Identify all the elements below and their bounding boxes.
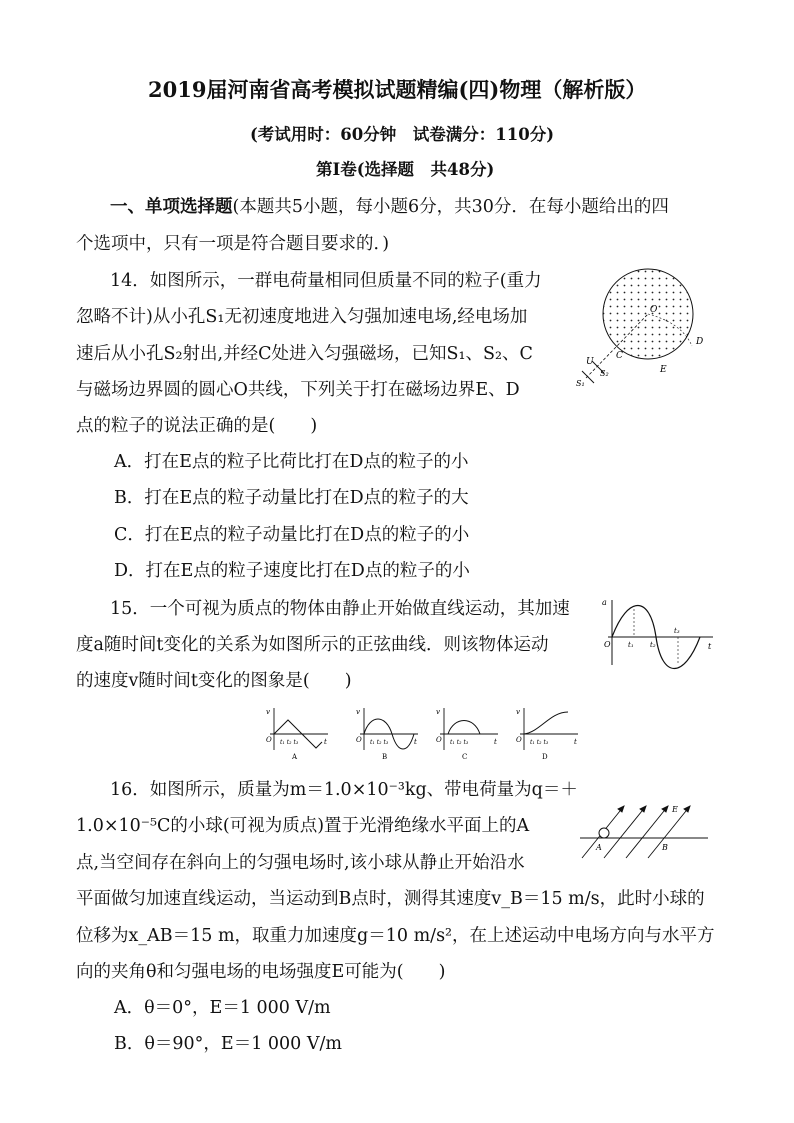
svg-text:v: v xyxy=(436,708,440,716)
svg-text:t: t xyxy=(324,738,327,746)
label-t: t xyxy=(708,642,712,651)
choice-graph-c xyxy=(432,704,502,762)
section-desc-1: (本题共5小题，每小题6分，共30分．在每小题给出的四 xyxy=(232,197,669,217)
q16-line: 16．如图所示，质量为m＝1.0×10⁻³kg、带电荷量为q＝＋ xyxy=(110,780,578,800)
svg-text:O: O xyxy=(356,736,362,744)
label-e: E xyxy=(660,365,667,375)
part-heading: 第Ⅰ卷(选择题 共48分) xyxy=(316,160,495,179)
ball xyxy=(599,828,609,838)
label-s1: S₁ xyxy=(576,379,585,388)
q16-electric-field-figure xyxy=(580,800,710,860)
q16-line: 点,当空间存在斜向上的匀强电场时,该小球从静止开始沿水 xyxy=(76,853,525,873)
svg-text:O: O xyxy=(516,736,522,744)
exam-info: (考试用时：60分钟 试卷满分：110分) xyxy=(250,125,555,144)
svg-text:t₁ t₂ t₃: t₁ t₂ t₃ xyxy=(530,739,549,746)
section-heading: 一、单项选择题 xyxy=(110,197,233,217)
section-desc-2: 个选项中，只有一项是符合题目要求的．) xyxy=(76,234,390,254)
label-t3: t₃ xyxy=(674,627,680,635)
svg-text:t₁ t₂ t₃: t₁ t₂ t₃ xyxy=(280,739,299,746)
svg-text:t: t xyxy=(494,738,497,746)
choice-graph-d xyxy=(512,704,582,762)
q14-line: 14．如图所示，一群电荷量相同但质量不同的粒子(重力 xyxy=(110,271,542,291)
choice-label-b: B xyxy=(382,753,388,761)
q14-magnetic-field-figure xyxy=(572,268,712,388)
svg-text:v: v xyxy=(516,708,520,716)
label-b: B xyxy=(662,843,668,852)
label-d: D xyxy=(696,337,704,347)
q14-line: 与磁场边界圆的圆心O共线，下列关于打在磁场边界E、D xyxy=(76,380,520,400)
svg-text:O: O xyxy=(436,736,442,744)
label-t2: t₂ xyxy=(650,641,656,649)
q15-line: 15．一个可视为质点的物体由静止开始做直线运动，其加速 xyxy=(110,599,570,619)
q14-line: 忽略不计)从小孔S₁无初速度地进入匀强加速电场,经电场加 xyxy=(76,307,528,327)
label-c: C xyxy=(616,351,623,361)
q16-line: 平面做匀加速直线运动，当运动到B点时，测得其速度v_B＝15 m/s，此时小球的 xyxy=(76,889,705,909)
choice-graph-b xyxy=(352,704,422,762)
label-u: U xyxy=(586,357,594,367)
q16-option-a: A．θ＝0°，E＝1 000 V/m xyxy=(114,998,331,1018)
svg-text:v: v xyxy=(266,708,270,716)
label-origin: O xyxy=(604,640,611,649)
q14-option-b: B．打在E点的粒子动量比打在D点的粒子的大 xyxy=(114,488,469,508)
label-o: O xyxy=(650,305,658,315)
svg-text:t: t xyxy=(414,738,417,746)
svg-text:O: O xyxy=(266,736,272,744)
q15-acceleration-graph xyxy=(598,595,718,670)
q15-line: 的速度v随时间t变化的图象是( ) xyxy=(76,671,352,691)
q14-option-c: C．打在E点的粒子动量比打在D点的粒子的小 xyxy=(114,525,470,545)
label-e: E xyxy=(672,805,678,814)
choice-graph-a xyxy=(262,704,332,762)
svg-text:t₁ t₂ t₃: t₁ t₂ t₃ xyxy=(450,739,469,746)
q15-choice-graphs xyxy=(262,704,582,764)
q14-line: 点的粒子的说法正确的是( ) xyxy=(76,416,318,436)
choice-label-c: C xyxy=(462,753,468,761)
svg-text:t₁ t₂ t₃: t₁ t₂ t₃ xyxy=(370,739,389,746)
q16-line: 向的夹角θ和匀强电场的电场强度E可能为( ) xyxy=(76,962,446,982)
q16-option-b: B．θ＝90°，E＝1 000 V/m xyxy=(114,1034,342,1054)
q14-option-a: A．打在E点的粒子比荷比打在D点的粒子的小 xyxy=(114,452,469,472)
q16-line: 位移为x_AB＝15 m，取重力加速度g＝10 m/s²，在上述运动中电场方向与水平方 xyxy=(76,926,715,946)
q16-line: 1.0×10⁻⁵C的小球(可视为质点)置于光滑绝缘水平面上的A xyxy=(76,816,530,836)
label-a: A xyxy=(596,843,602,852)
choice-label-d: D xyxy=(542,753,548,761)
label-t1: t₁ xyxy=(628,641,634,649)
label-s2: S₂ xyxy=(600,369,609,378)
section-instruction xyxy=(110,196,669,218)
q14-line: 速后从小孔S₂射出,并经C处进入匀强磁场，已知S₁、S₂、C xyxy=(76,344,533,364)
svg-text:t: t xyxy=(574,738,577,746)
q15-line: 度a随时间t变化的关系为如图所示的正弦曲线．则该物体运动 xyxy=(76,635,549,655)
q14-option-d: D．打在E点的粒子速度比打在D点的粒子的小 xyxy=(114,561,470,581)
choice-label-a: A xyxy=(292,753,298,761)
page-title: 2019届河南省高考模拟试题精编(四)物理（解析版） xyxy=(148,77,647,102)
svg-text:v: v xyxy=(356,708,360,716)
label-a: a xyxy=(602,598,607,607)
